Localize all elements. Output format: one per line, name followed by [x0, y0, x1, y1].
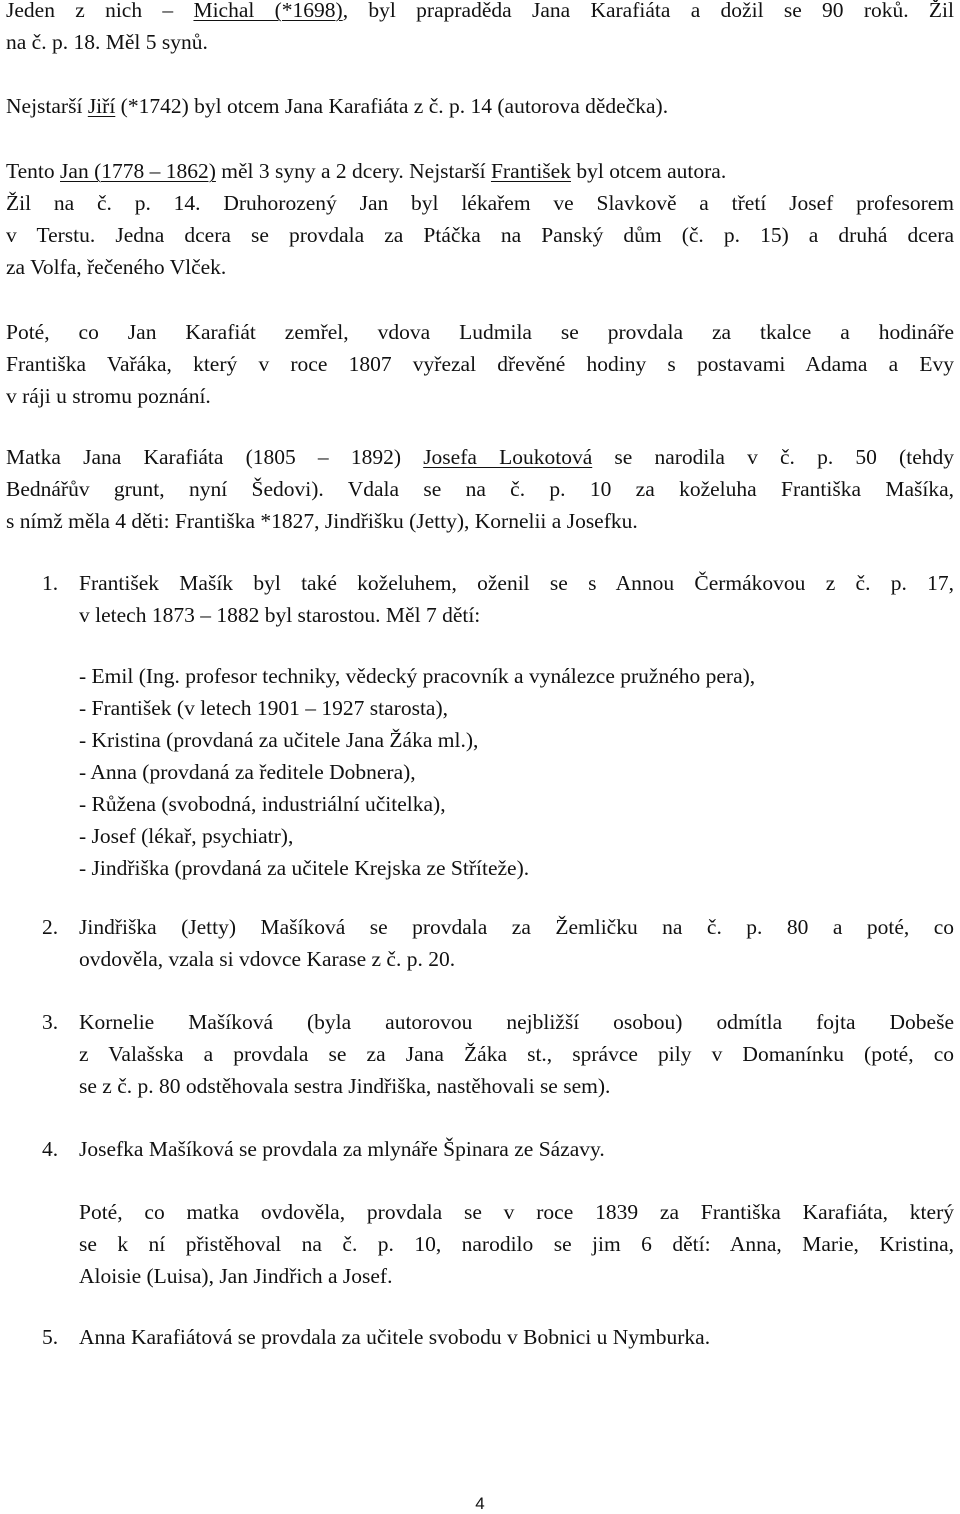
paragraph-jan	[6, 155, 954, 283]
list-item: - Emil (Ing. profesor techniky, vědecký pracovník a vynálezce pružného pera),	[79, 664, 756, 688]
list-number: 5.	[42, 1325, 59, 1349]
list-item-body	[79, 1321, 954, 1353]
text-line: Jeden z nich – Michal (*1698), byl prapraděda Jana Karafiáta a dožil se 90 roků. Žil	[6, 0, 954, 22]
paragraph-michal	[6, 0, 954, 58]
text-line: Aloisie (Luisa), Jan Jindřich a Josef.	[79, 1264, 393, 1288]
paragraph-karafiat-remarriage	[79, 1196, 954, 1292]
children-list	[79, 660, 954, 884]
list-item: - Jindřiška (provdaná za učitele Krejska ze Stříteže).	[79, 856, 530, 880]
text-line: Žil na č. p. 14. Druhorozený Jan byl lékařem ve Slavkově a třetí Josef profesorem	[6, 191, 954, 215]
list-item: - Josef (lékař, psychiatr),	[79, 824, 294, 848]
text-line: Poté, co Jan Karafiát zemřel, vdova Ludmila se provdala za tkalce a hodináře	[6, 320, 954, 344]
page-number: 4	[475, 1494, 485, 1513]
text-line: Kornelie Mašíková (byla autorovou nejbližší osobou) odmítla fojta Dobeše	[79, 1010, 954, 1034]
list-number: 1.	[42, 571, 59, 595]
list-item-body	[79, 1133, 954, 1165]
text-line: se k ní přistěhoval na č. p. 10, narodilo se jim 6 dětí: Anna, Marie, Kristina,	[79, 1232, 954, 1256]
list-item: - Kristina (provdaná za učitele Jana Žáka ml.),	[79, 728, 479, 752]
list-item-body	[79, 1006, 954, 1102]
underlined-name-josefa: Josefa Loukotová	[423, 445, 593, 469]
underlined-name-michal: Michal (*1698)	[193, 0, 343, 22]
text-line: ovdověla, vzala si vdovce Karase z č. p. 20.	[79, 947, 456, 971]
text-line: s nímž měla 4 děti: Františka *1827, Jindřišku (Jetty), Kornelii a Josefku.	[6, 509, 638, 533]
list-number: 3.	[42, 1010, 59, 1034]
text-line: Anna Karafiátová se provdala za učitele svobodu v Bobnici u Nymburka.	[79, 1325, 711, 1349]
underlined-name-jan: Jan (1778 – 1862)	[60, 159, 216, 183]
text-line: Poté, co matka ovdověla, provdala se v roce 1839 za Františka Karafiáta, který	[79, 1200, 954, 1224]
text-line: v letech 1873 – 1882 byl starostou. Měl 7 dětí:	[79, 603, 481, 627]
list-item: - Anna (provdaná za ředitele Dobnera),	[79, 760, 416, 784]
list-item: - František (v letech 1901 – 1927 starosta),	[79, 696, 448, 720]
text-line: Matka Jana Karafiáta (1805 – 1892) Josefa Loukotová se narodila v č. p. 50 (tehdy	[6, 445, 954, 469]
text-line: František Mašík byl také koželuhem, oženil se s Annou Čermákovou z č. p. 17,	[79, 571, 954, 595]
list-item-body	[79, 567, 954, 631]
text-line: Tento Jan (1778 – 1862) měl 3 syny a 2 dcery. Nejstarší František byl otcem autora.	[6, 159, 727, 183]
underlined-name-jiri: Jiří	[87, 94, 116, 118]
text-line: Josefka Mašíková se provdala za mlynáře Špinara ze Sázavy.	[79, 1137, 605, 1161]
text-line: z Valašska a provdala se za Jana Žáka st., správce pily v Domanínku (poté, co	[79, 1042, 954, 1066]
text-line: se z č. p. 80 odstěhovala sestra Jindřiška, nastěhovali se sem).	[79, 1074, 611, 1098]
list-item: - Růžena (svobodná, industriální učitelka),	[79, 792, 446, 816]
text-line: na č. p. 18. Měl 5 synů.	[6, 30, 208, 54]
list-number: 2.	[42, 915, 59, 939]
paragraph-ludmila	[6, 316, 954, 412]
underlined-name-frantisek: František	[490, 159, 571, 183]
text-line: Bednářův grunt, nyní Šedovi). Vdala se na č. p. 10 za koželuha Františka Mašíka,	[6, 477, 954, 501]
paragraph-jiri	[6, 90, 954, 122]
paragraph-josefa	[6, 441, 954, 537]
list-item-body	[79, 911, 954, 975]
text-line: Františka Vařáka, který v roce 1807 vyřezal dřevěné hodiny s postavami Adama a Evy	[6, 352, 954, 376]
text-line: Nejstarší Jiří (*1742) byl otcem Jana Karafiáta z č. p. 14 (autorova dědečka).	[6, 94, 669, 118]
list-number: 4.	[42, 1137, 59, 1161]
text-line: v Terstu. Jedna dcera se provdala za Ptáčka na Panský dům (č. p. 15) a druhá dcera	[6, 223, 954, 247]
text-line: Jindřiška (Jetty) Mašíková se provdala za Žemličku na č. p. 80 a poté, co	[79, 915, 954, 939]
text-line: v ráji u stromu poznání.	[6, 384, 211, 408]
text-line: za Volfa, řečeného Vlček.	[6, 255, 227, 279]
